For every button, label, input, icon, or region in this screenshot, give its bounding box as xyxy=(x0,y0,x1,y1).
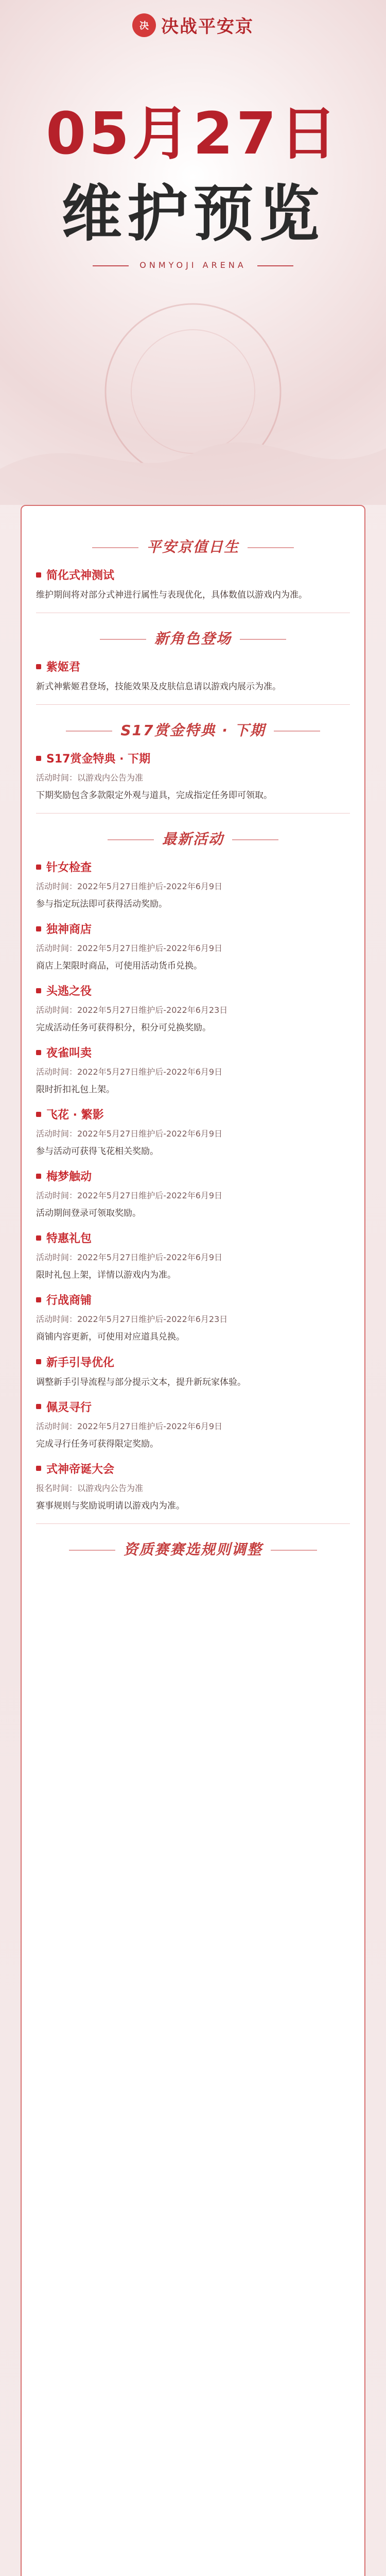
bullet-icon xyxy=(36,1404,41,1409)
announcement-item xyxy=(36,567,350,602)
item-meta: 活动时间：2022年5月27日维护后-2022年6月23日 xyxy=(36,1005,228,1015)
item-paragraph: 赛事规则与奖励说明请以游戏内为准。 xyxy=(36,1500,185,1511)
announcement-item xyxy=(36,658,350,694)
bullet-icon xyxy=(36,1359,41,1364)
item-title xyxy=(36,1106,350,1122)
bullet-icon xyxy=(36,1050,41,1055)
announcement-item xyxy=(36,1354,350,1389)
item-paragraph: 下期奖励包含多款限定外观与道具，完成指定任务即可领取。 xyxy=(36,790,272,801)
announcement-item xyxy=(36,1044,350,1097)
divider xyxy=(36,813,350,814)
divider xyxy=(36,704,350,705)
header xyxy=(0,0,386,505)
divider xyxy=(36,1523,350,1524)
item-paragraph: 限时折扣礼包上架。 xyxy=(36,1084,115,1095)
item-title-text: 头逃之役 xyxy=(46,985,92,998)
announcement-content xyxy=(21,505,365,2576)
item-title xyxy=(36,1168,350,1184)
bullet-icon xyxy=(36,1297,41,1302)
item-paragraph: 调整新手引导流程与部分提示文本，提升新玩家体验。 xyxy=(36,1377,246,1387)
header-decoration-art xyxy=(0,299,386,505)
item-title-text: 式神帝诞大会 xyxy=(46,1463,115,1476)
item-meta: 活动时间：2022年5月27日维护后-2022年6月9日 xyxy=(36,1421,223,1431)
item-title xyxy=(36,567,350,583)
item-title xyxy=(36,750,350,766)
section-title-1: 平安京值日生 xyxy=(36,536,350,556)
item-paragraph: 商铺内容更新，可使用对应道具兑换。 xyxy=(36,1332,185,1343)
item-title-text: 独神商店 xyxy=(46,923,92,937)
item-paragraph: 新式神紫姬君登场，技能效果及皮肤信息请以游戏内展示为准。 xyxy=(36,682,281,692)
announcement-item xyxy=(36,1230,350,1282)
item-title xyxy=(36,982,350,998)
section-title-3: S17赏金特典 · 下期 xyxy=(36,719,350,740)
arena-divider-left xyxy=(93,265,129,266)
item-paragraph: 完成寻行任务可获得限定奖励。 xyxy=(36,1438,159,1449)
item-paragraph: 参与活动可获得飞花相关奖励。 xyxy=(36,1146,159,1157)
item-title-text: 行战商铺 xyxy=(46,1294,92,1308)
announcement-item xyxy=(36,750,350,803)
announcement-item xyxy=(36,1461,350,1513)
item-title-text: 特惠礼包 xyxy=(46,1232,92,1246)
item-meta: 活动时间：2022年5月27日维护后-2022年6月9日 xyxy=(36,1067,223,1077)
item-meta: 活动时间：2022年5月27日维护后-2022年6月23日 xyxy=(36,1314,228,1325)
item-meta: 活动时间：2022年5月27日维护后-2022年6月9日 xyxy=(36,1252,223,1263)
item-title-text: 针女检查 xyxy=(46,861,92,875)
bullet-icon xyxy=(36,1174,41,1179)
bullet-icon xyxy=(36,756,41,761)
item-title xyxy=(36,1044,350,1060)
item-title-text: S17赏金特典 · 下期 xyxy=(46,753,151,766)
announcement-item xyxy=(36,1292,350,1344)
bullet-icon xyxy=(36,572,41,578)
item-meta: 活动时间：2022年5月27日维护后-2022年6月9日 xyxy=(36,943,223,954)
announcement-item xyxy=(36,921,350,973)
item-title xyxy=(36,1292,350,1308)
arena-divider-right xyxy=(257,265,293,266)
item-paragraph: 活动期间登录可领取奖励。 xyxy=(36,1208,141,1219)
item-title-text: 新手引导优化 xyxy=(46,1356,115,1369)
item-title xyxy=(36,1399,350,1415)
item-title xyxy=(36,859,350,875)
arena-text: ONMYOJI ARENA xyxy=(139,260,247,270)
item-title-text: 佩灵寻行 xyxy=(46,1401,92,1414)
bullet-icon xyxy=(36,865,41,870)
section-title-5: 资质赛赛选规则调整 xyxy=(36,1538,350,1559)
item-title xyxy=(36,658,350,674)
bullet-icon xyxy=(36,988,41,993)
announcement-item xyxy=(36,1168,350,1221)
bullet-icon xyxy=(36,926,41,931)
bullet-icon xyxy=(36,1235,41,1241)
item-title-text: 简化式神测试 xyxy=(46,569,115,582)
bullet-icon xyxy=(36,1466,41,1471)
item-meta: 报名时间：以游戏内公告为准 xyxy=(36,1483,144,1493)
announcement-item xyxy=(36,982,350,1035)
item-title-text: 夜雀叫卖 xyxy=(46,1047,92,1060)
logo-badge: 决 xyxy=(132,13,156,37)
item-meta: 活动时间：2022年5月27日维护后-2022年6月9日 xyxy=(36,1191,223,1201)
game-logo xyxy=(132,12,254,38)
announcement-item xyxy=(36,859,350,911)
bullet-icon xyxy=(36,1112,41,1117)
item-meta: 活动时间：2022年5月27日维护后-2022年6月9日 xyxy=(36,1129,223,1139)
item-paragraph: 完成活动任务可获得积分，积分可兑换奖励。 xyxy=(36,1023,211,1033)
item-meta: 活动时间：2022年5月27日维护后-2022年6月9日 xyxy=(36,882,223,892)
item-title-text: 梅梦触动 xyxy=(46,1171,92,1184)
item-paragraph: 参与指定玩法即可获得活动奖励。 xyxy=(36,899,167,910)
section-title-2: 新角色登场 xyxy=(36,628,350,648)
item-title xyxy=(36,921,350,937)
item-meta: 活动时间：以游戏内公告为准 xyxy=(36,773,144,783)
item-title-text: 飞花 · 繁影 xyxy=(46,1109,104,1122)
item-paragraph: 限时礼包上架，详情以游戏内为准。 xyxy=(36,1270,176,1281)
title-main: 维护预览 xyxy=(61,178,325,249)
bullet-icon xyxy=(36,664,41,669)
item-title xyxy=(36,1461,350,1477)
arena-label xyxy=(0,260,386,270)
announcement-item xyxy=(36,1106,350,1159)
item-paragraph: 商店上架限时商品，可使用活动货币兑换。 xyxy=(36,961,202,972)
announcement-item xyxy=(36,1399,350,1451)
item-paragraph: 维护期间将对部分式神进行属性与表现优化，具体数值以游戏内为准。 xyxy=(36,590,307,600)
item-title xyxy=(36,1230,350,1246)
section-title-4: 最新活动 xyxy=(36,828,350,849)
item-title-text: 紫姬君 xyxy=(46,661,81,674)
logo-text: 决战平安京 xyxy=(161,16,254,37)
item-title xyxy=(36,1354,350,1370)
title-date: 05月27日 xyxy=(46,100,340,167)
